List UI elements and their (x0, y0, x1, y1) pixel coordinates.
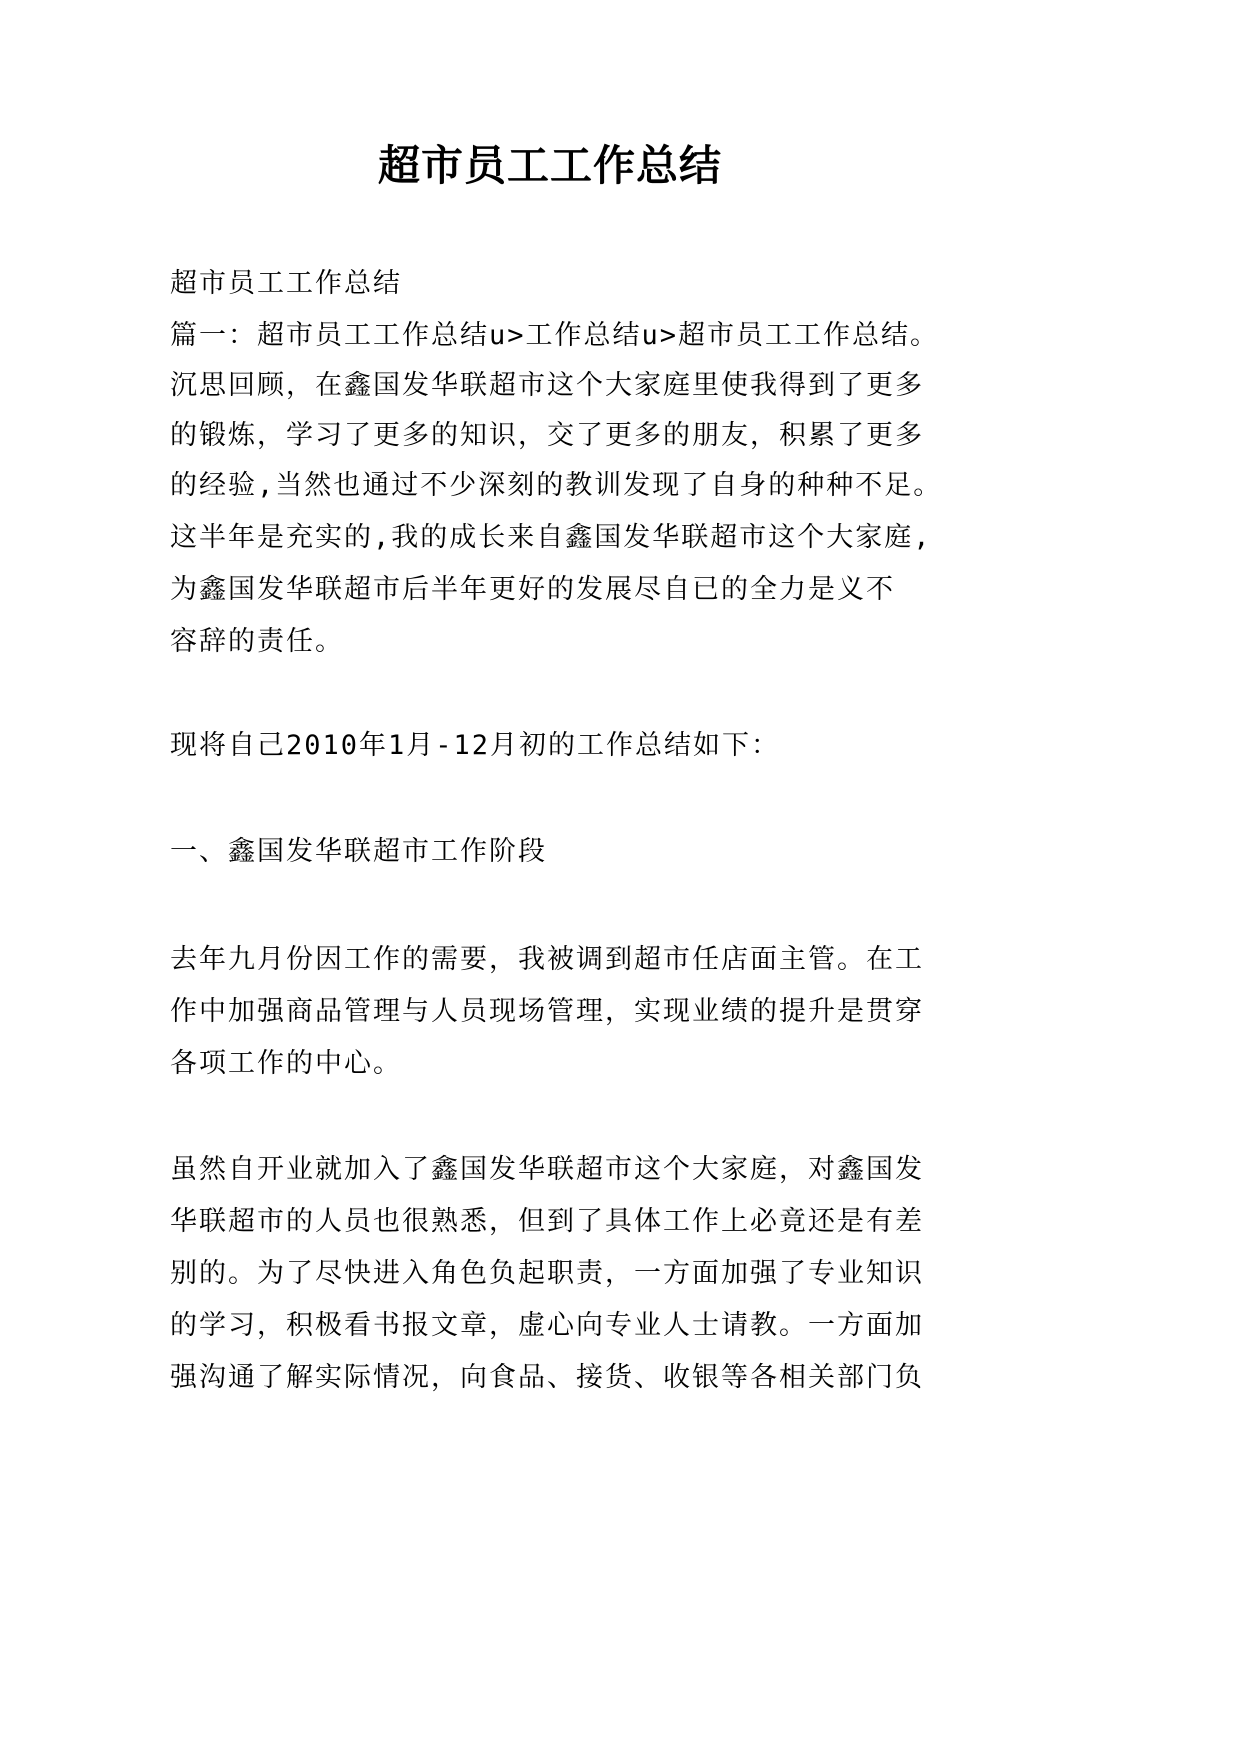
paragraph-line: 去年九月份因工作的需要，我被调到超市任店面主管。在工 (170, 944, 924, 975)
paragraph-line: 的锻炼，学习了更多的知识，交了更多的朋友，积累了更多 (170, 420, 924, 451)
paragraph-line: 别的。为了尽快进入角色负起职责，一方面加强了专业知识 (170, 1258, 924, 1289)
paragraph-line: 为鑫国发华联超市后半年更好的发展尽自已的全力是义不 (170, 574, 895, 605)
paragraph-line: 虽然自开业就加入了鑫国发华联超市这个大家庭，对鑫国发 (170, 1154, 924, 1185)
paragraph-line: 的学习，积极看书报文章，虚心向专业人士请教。一方面加 (170, 1310, 924, 1341)
paragraph-line: 强沟通了解实际情况，向食品、接货、收银等各相关部门负 (170, 1362, 924, 1393)
paragraph-line: 的经验,当然也通过不少深刻的教训发现了自身的种种不足。 (170, 470, 943, 501)
paragraph-line: 篇一：超市员工工作总结u>工作总结u>超市员工工作总结。 (170, 320, 940, 351)
paragraph-line: 作中加强商品管理与人员现场管理，实现业绩的提升是贯穿 (170, 996, 924, 1027)
paragraph-line: 沉思回顾，在鑫国发华联超市这个大家庭里使我得到了更多 (170, 370, 924, 401)
document-title: 超市员工工作总结 (377, 141, 722, 190)
paragraph-line: 华联超市的人员也很熟悉，但到了具体工作上必竟还是有差 (170, 1206, 924, 1237)
doc-subtitle: 超市员工工作总结 (170, 268, 402, 299)
paragraph-line: 容辞的责任。 (170, 626, 344, 657)
section-heading: 一、鑫国发华联超市工作阶段 (170, 836, 547, 867)
paragraph-line: 各项工作的中心。 (170, 1048, 402, 1079)
paragraph-line: 现将自己2010年1月-12月初的工作总结如下： (170, 730, 781, 761)
paragraph-line: 这半年是充实的,我的成长来自鑫国发华联超市这个大家庭, (170, 522, 932, 553)
